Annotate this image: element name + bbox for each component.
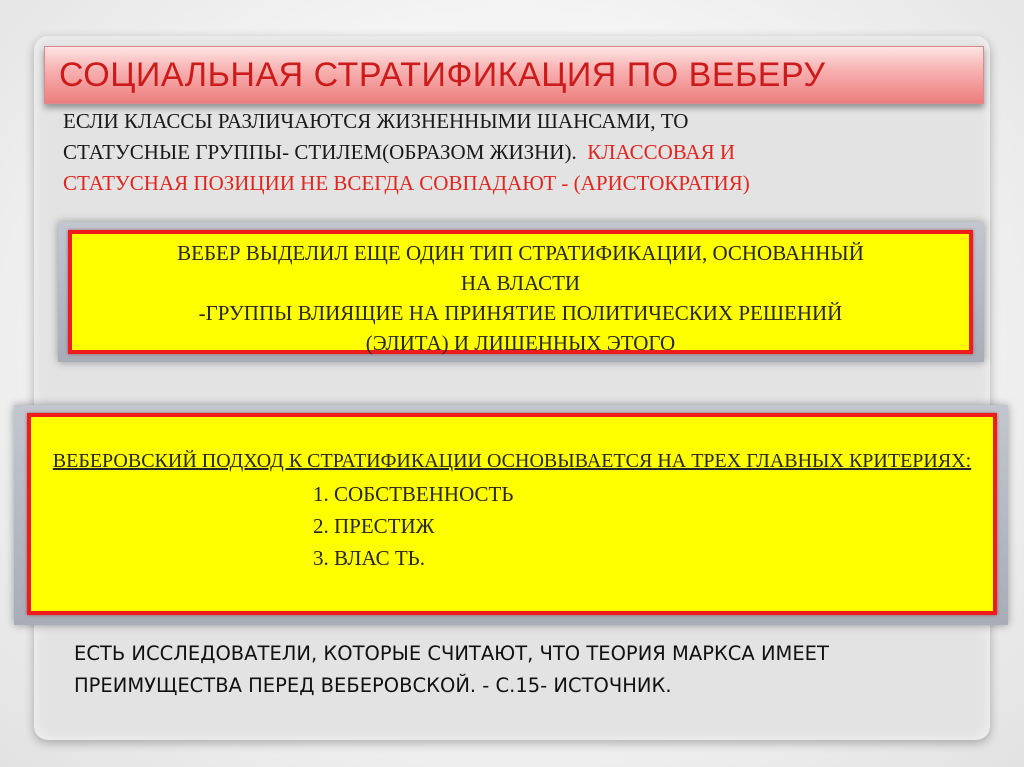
intro-paragraph: [63, 106, 943, 199]
criteria-item-power: 3. ВЛАС ТЬ.: [313, 546, 425, 570]
power-panel: [68, 230, 973, 354]
footer-line-2: ПРЕИМУЩЕСТВА ПЕРЕД ВЕБЕРОВСКОЙ. - С.15- ИСТОЧНИК.: [74, 674, 672, 697]
intro-line-2-highlight: КЛАССОВАЯ И: [587, 140, 736, 164]
footer-line-1: ЕСТЬ ИССЛЕДОВАТЕЛИ, КОТОРЫЕ СЧИТАЮТ, ЧТО ТЕОРИЯ МАРКСА ИМЕЕТ: [74, 642, 829, 665]
slide-title: СОЦИАЛЬНАЯ СТРАТИФИКАЦИЯ ПО ВЕБЕРУ: [59, 55, 826, 94]
intro-line-2: [63, 137, 943, 168]
criteria-heading: ВЕБЕРОВСКИЙ ПОДХОД К СТРАТИФИКАЦИИ ОСНОВЫВАЕТСЯ НА ТРЕХ ГЛАВНЫХ КРИТЕРИЯХ:: [52, 450, 972, 472]
criteria-item-property: 1. СОБСТВЕННОСТЬ: [313, 482, 514, 506]
intro-line-1: ЕСЛИ КЛАССЫ РАЗЛИЧАЮТСЯ ЖИЗНЕННЫМИ ШАНСАМИ, ТО: [63, 109, 689, 133]
power-line-1: ВЕБЕР ВЫДЕЛИЛ ЕЩЕ ОДИН ТИП СТРАТИФИКАЦИИ, ОСНОВАННЫЙ: [177, 241, 864, 265]
footer-note: [74, 638, 934, 702]
power-line-4: (ЭЛИТА) И ЛИШЕННЫХ ЭТОГО: [365, 331, 676, 355]
criteria-panel: [27, 413, 997, 615]
title-banner: [44, 46, 984, 104]
power-line-3: -ГРУППЫ ВЛИЯЩИЕ НА ПРИНЯТИЕ ПОЛИТИЧЕСКИХ РЕШЕНИЙ: [198, 301, 843, 325]
power-panel-text: [72, 238, 969, 358]
intro-line-3-highlight: СТАТУСНАЯ ПОЗИЦИИ НЕ ВСЕГДА СОВПАДАЮТ - (АРИСТОКРАТИЯ): [63, 171, 750, 195]
criteria-list: [313, 478, 993, 574]
criteria-item-prestige: 2. ПРЕСТИЖ: [313, 514, 435, 538]
intro-line-2-text: СТАТУСНЫЕ ГРУППЫ- СТИЛЕМ(ОБРАЗОМ ЖИЗНИ).: [63, 140, 577, 164]
power-line-2: НА ВЛАСТИ: [460, 271, 581, 295]
criteria-panel-text: [31, 446, 993, 574]
